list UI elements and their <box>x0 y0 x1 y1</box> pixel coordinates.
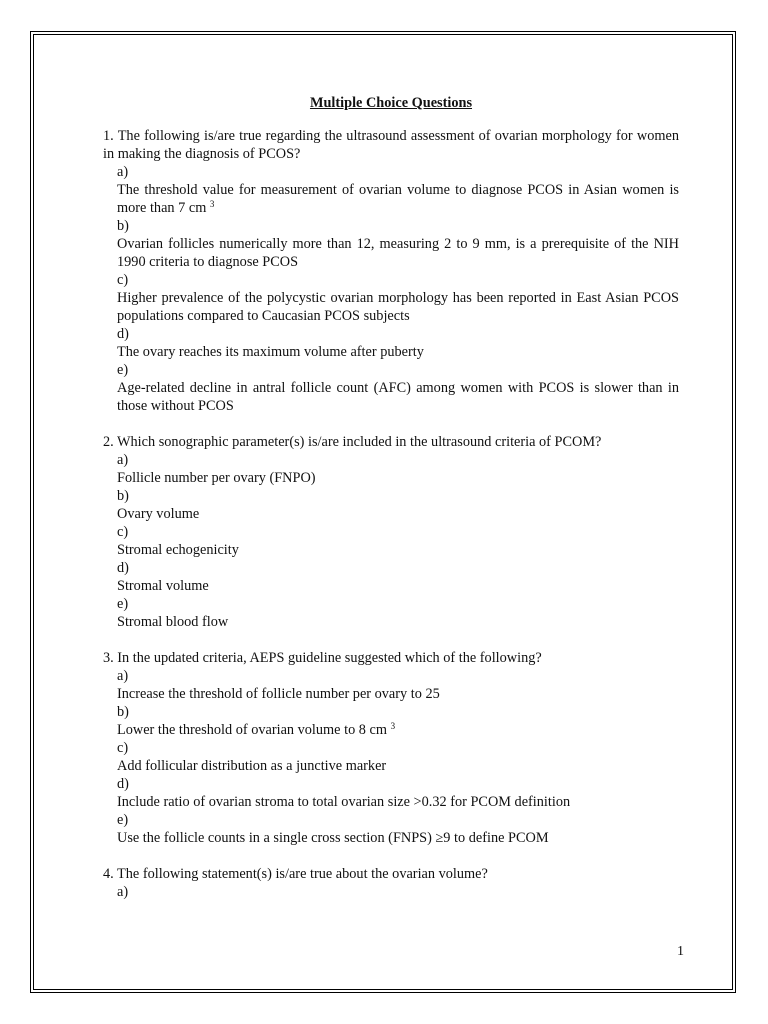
page-number: 1 <box>677 944 684 959</box>
option-letter: a) <box>117 668 129 684</box>
option-text <box>117 757 679 775</box>
option-text-content: Stromal volume <box>117 578 209 594</box>
option-text-content: Lower the threshold of ovarian volume to 8 cm <box>117 722 387 738</box>
document-body <box>103 94 679 919</box>
question-stem: 4. The following statement(s) is/are true about the ovarian volume? <box>103 866 488 882</box>
question-2 <box>103 433 679 631</box>
question-3 <box>103 649 679 847</box>
option-text-content: Stromal blood flow <box>117 614 229 630</box>
question-1 <box>103 127 679 415</box>
option-letter: d) <box>117 560 129 576</box>
option-list <box>103 667 679 847</box>
option-text-content: Stromal echogenicity <box>117 542 239 558</box>
option-text-content: Use the follicle counts in a single cross section (FNPS) ≥9 to define PCOM <box>117 830 549 846</box>
unit-superscript: 3 <box>390 721 396 731</box>
question-stem: 2. Which sonographic parameter(s) is/are included in the ultrasound criteria of PCOM? <box>103 434 602 450</box>
option-text <box>117 721 679 739</box>
option-text <box>117 469 679 487</box>
option-letter: a) <box>117 452 129 468</box>
option-list <box>103 883 679 901</box>
option-text-content: The threshold value for measurement of ovarian volume to diagnose PCOS in Asian women is more than 7 cm <box>117 182 679 216</box>
document-title: Multiple Choice Questions <box>309 95 473 111</box>
option-list <box>103 451 679 631</box>
option-text <box>117 181 679 217</box>
option-letter: e) <box>117 596 129 612</box>
option-text <box>117 577 679 595</box>
option-text-content: The ovary reaches its maximum volume after puberty <box>117 344 424 360</box>
option-text-content: Increase the threshold of follicle number per ovary to 25 <box>117 686 440 702</box>
option-letter: a) <box>117 164 129 180</box>
option-text <box>117 541 679 559</box>
option-letter: c) <box>117 272 129 288</box>
question-stem: 1. The following is/are true regarding the ultrasound assessment of ovarian morphology for women in making the diagnosis of PCOS? <box>103 128 679 162</box>
option-text <box>117 289 679 325</box>
option-letter: b) <box>117 488 129 504</box>
option-letter: d) <box>117 776 129 792</box>
option-letter: b) <box>117 704 129 720</box>
option-text-content: Follicle number per ovary (FNPO) <box>117 470 316 486</box>
unit-superscript: 3 <box>209 199 215 209</box>
option-letter: d) <box>117 326 129 342</box>
option-letter: b) <box>117 218 129 234</box>
option-text <box>117 829 679 847</box>
option-letter: a) <box>117 884 129 900</box>
option-text <box>117 613 679 631</box>
option-letter: c) <box>117 524 129 540</box>
question-4 <box>103 865 679 901</box>
option-text <box>117 685 679 703</box>
option-text <box>117 235 679 271</box>
option-text <box>117 379 679 415</box>
question-list <box>103 127 679 901</box>
option-letter: c) <box>117 740 129 756</box>
option-text <box>117 505 679 523</box>
question-stem: 3. In the updated criteria, AEPS guideline suggested which of the following? <box>103 650 542 666</box>
option-list <box>103 163 679 415</box>
option-text-content: Higher prevalence of the polycystic ovarian morphology has been reported in East Asian PCOS populations compared to Caucasian PCOS subjects <box>117 290 679 324</box>
option-text <box>117 793 679 811</box>
option-letter: e) <box>117 362 129 378</box>
option-text <box>117 343 679 361</box>
option-letter: e) <box>117 812 129 828</box>
option-text-content: Include ratio of ovarian stroma to total ovarian size >0.32 for PCOM definition <box>117 794 571 810</box>
option-text-content: Ovarian follicles numerically more than 12, measuring 2 to 9 mm, is a prerequisite of the NIH 1990 criteria to diagnose PCOS <box>117 236 679 270</box>
option-text-content: Ovary volume <box>117 506 200 522</box>
option-text-content: Age-related decline in antral follicle count (AFC) among women with PCOS is slower than in those without PCOS <box>117 380 679 414</box>
option-text-content: Add follicular distribution as a junctive marker <box>117 758 387 774</box>
